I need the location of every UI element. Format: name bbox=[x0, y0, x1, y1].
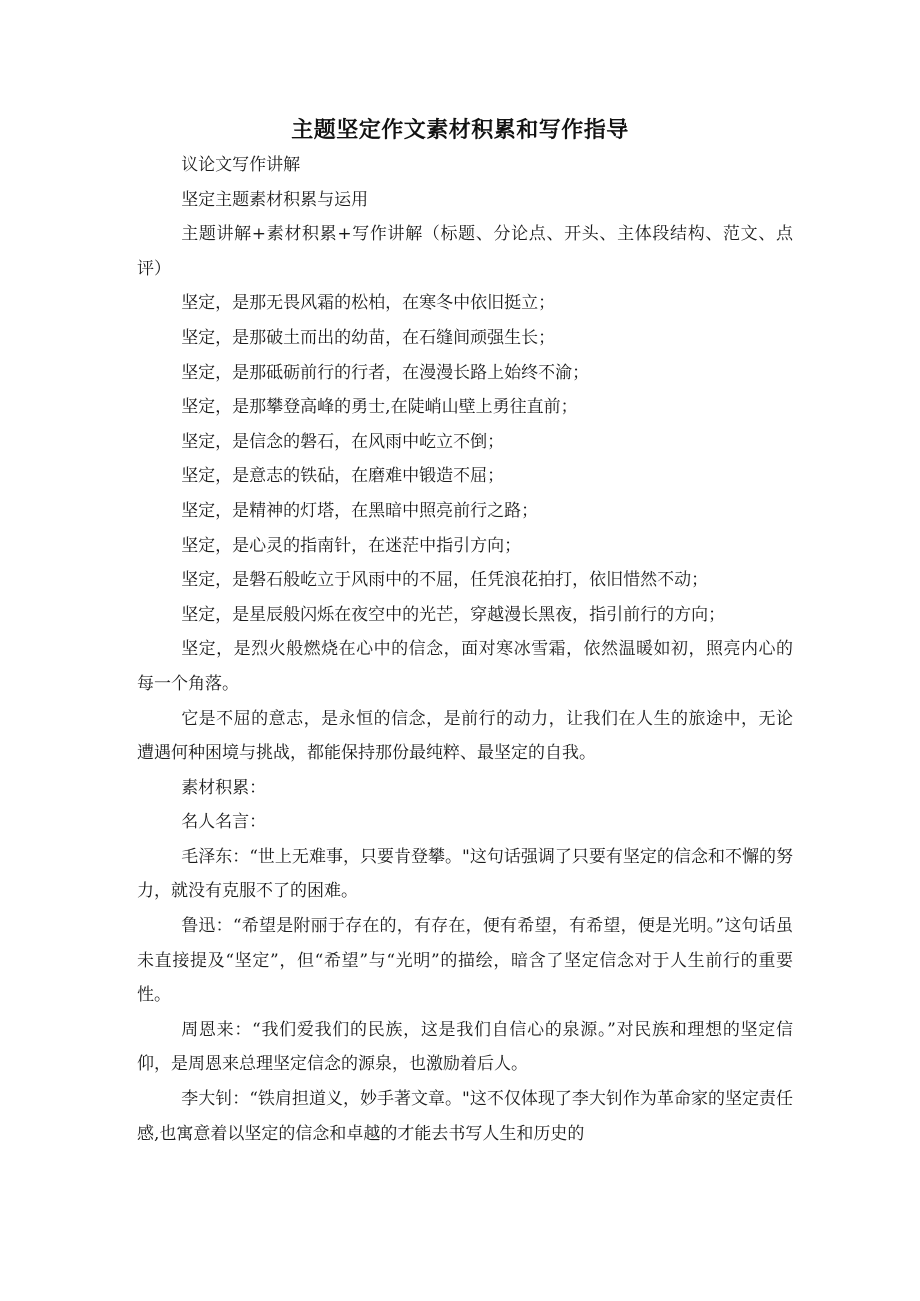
paragraph: 坚定，是烈火般燃烧在心中的信念，面对寒冰雪霜，依然温暖如初，照亮内心的每一个角落。 bbox=[137, 639, 793, 694]
paragraph: 坚定，是信念的磐石，在风雨中屹立不倒； bbox=[181, 431, 505, 452]
document-body bbox=[137, 148, 793, 1151]
paragraph: 议论文写作讲解 bbox=[181, 155, 301, 175]
paragraph: 主题讲解+素材积累+写作讲解（标题、分论点、开头、主体段结构、范文、点评） bbox=[137, 224, 793, 279]
paragraph: 坚定，是那砥砺前行的行者，在漫漫长路上始终不渝； bbox=[181, 362, 590, 383]
paragraph: 名人名言： bbox=[181, 812, 267, 833]
paragraph: 坚定，是心灵的指南针，在迷茫中指引方向； bbox=[181, 535, 522, 556]
paragraph: 它是不屈的意志，是永恒的信念，是前行的动力，让我们在人生的旅途中，无论遭遇何种困境与挑战，都能保持那份最纯粹、最坚定的自我。 bbox=[137, 708, 793, 764]
paragraph: 坚定，是磐石般屹立于风雨中的不屈，任凭浪花拍打，依旧惜然不动； bbox=[181, 570, 709, 591]
paragraph: 素材积累： bbox=[181, 777, 267, 798]
paragraph: 坚定，是星辰般闪烁在夜空中的光芒，穿越漫长黑夜，指引前行的方向； bbox=[181, 604, 726, 625]
paragraph: 坚定，是那破土而出的幼苗，在石缝间顽强生长； bbox=[181, 327, 556, 348]
paragraph: 坚定主题素材积累与运用 bbox=[181, 189, 369, 210]
paragraph: 坚定，是精神的灯塔，在黑暗中照亮前行之路； bbox=[181, 500, 539, 521]
paragraph: 坚定，是那攀登高峰的勇士,在陡峭山壁上勇往直前； bbox=[181, 397, 578, 418]
paragraph: 毛泽东：“世上无难事，只要肯登攀。"这句话强调了只要有坚定的信念和不懈的努力，就没有克服不了的困难。 bbox=[137, 846, 793, 902]
paragraph: 周恩来：“我们爱我们的民族，这是我们自信心的泉源。”对民族和理想的坚定信仰，是周恩来总理坚定信念的源泉，也激励着后人。 bbox=[137, 1019, 793, 1075]
document-title: 主题坚定作文素材积累和写作指导 bbox=[291, 118, 629, 143]
paragraph: 坚定，是意志的铁砧，在磨难中锻造不屈； bbox=[181, 466, 505, 487]
paragraph: 李大钊：“铁肩担道义，妙手著文章。"这不仅体现了李大钊作为革命家的坚定责任感,也寓意着以坚定的信念和卓越的才能去书写人生和历史的 bbox=[137, 1089, 793, 1144]
paragraph: 坚定，是那无畏风霜的松柏，在寒冬中依旧挺立； bbox=[181, 293, 556, 314]
paragraph: 鲁迅：“希望是附丽于存在的，有存在，便有希望，有希望，便是光明。”这句话虽未直接提及“坚定”，但“希望”与“光明”的描绘，暗含了坚定信念对于人生前行的重要性。 bbox=[137, 916, 793, 1006]
